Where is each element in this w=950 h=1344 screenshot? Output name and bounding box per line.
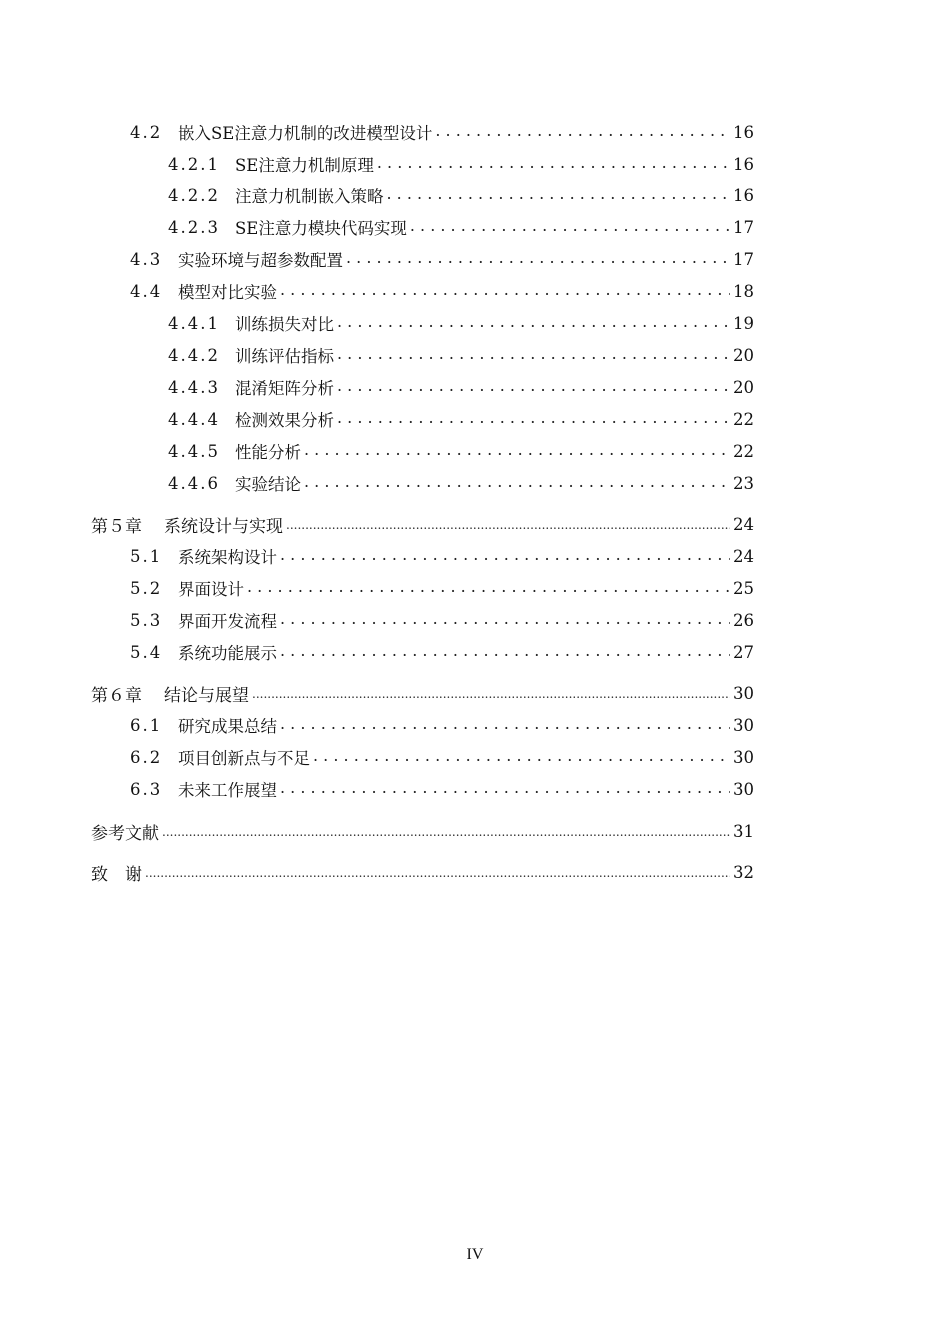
toc-entry-number: 4.4.5 — [168, 441, 220, 461]
toc-entry-page: 31 — [733, 821, 754, 841]
toc-entry-number: 4.4.3 — [168, 377, 220, 397]
toc-entry-page: 23 — [733, 473, 754, 493]
dot-leader — [280, 638, 730, 666]
toc-entry[interactable] — [168, 341, 754, 369]
toc-entry-number: 4.4.6 — [168, 473, 220, 493]
toc-entry-number: 4.3 — [130, 249, 163, 269]
dot-leader — [337, 405, 730, 433]
toc-entry-page: 17 — [733, 217, 754, 237]
toc-chapter-number: 第５章 — [91, 516, 142, 537]
toc-entry[interactable] — [168, 469, 754, 497]
toc-entry-page: 30 — [733, 779, 754, 799]
dot-leader — [387, 181, 731, 209]
dot-leader — [247, 574, 730, 602]
toc-entry-number: 4.2.1 — [168, 154, 220, 174]
toc-entry-number: 4.2.3 — [168, 217, 220, 237]
dot-leader — [145, 858, 730, 886]
toc-entry-page: 22 — [733, 409, 754, 429]
toc-entry-title: SE注意力机制原理 — [235, 156, 374, 175]
toc-chapter-title: 致 谢 — [91, 864, 142, 885]
dot-leader — [304, 437, 730, 465]
toc-entry-title: 实验结论 — [235, 475, 301, 494]
toc-entry-page: 20 — [733, 377, 754, 397]
toc-entry-title: 训练评估指标 — [235, 347, 334, 366]
toc-entry[interactable] — [130, 711, 754, 739]
dot-leader — [162, 817, 730, 845]
toc-entry-title: 系统功能展示 — [178, 644, 277, 663]
dot-leader — [435, 118, 730, 146]
toc-entry-number: 5.4 — [130, 642, 163, 662]
toc-entry-title: SE注意力模块代码实现 — [235, 219, 407, 238]
toc-entry-page: 19 — [733, 313, 754, 333]
dot-leader — [280, 775, 730, 803]
toc-acknowledgements-entry[interactable] — [91, 858, 754, 886]
toc-entry-page: 16 — [733, 122, 754, 142]
dot-leader — [280, 542, 730, 570]
toc-entry-title: 注意力机制嵌入策略 — [235, 187, 384, 206]
toc-entry-page: 16 — [733, 154, 754, 174]
toc-entry[interactable] — [168, 309, 754, 337]
toc-entry-number: 5.2 — [130, 578, 163, 598]
toc-chapter-entry[interactable] — [91, 679, 754, 707]
toc-entry[interactable] — [130, 118, 754, 146]
toc-entry-title: 混淆矩阵分析 — [235, 379, 334, 398]
dot-leader — [280, 277, 730, 305]
toc-entry-title: 实验环境与超参数配置 — [178, 251, 343, 270]
toc-entry-page: 27 — [733, 642, 754, 662]
toc-entry-page: 30 — [733, 715, 754, 735]
toc-chapter-title: 结论与展望 — [164, 685, 249, 706]
toc-entry-number: 6.2 — [130, 747, 163, 767]
toc-entry-number: 4.2.2 — [168, 185, 220, 205]
toc-entry-number: 6.3 — [130, 779, 163, 799]
toc-entry-title: 界面设计 — [178, 580, 244, 599]
toc-entry[interactable] — [130, 542, 754, 570]
toc-entry-title: 界面开发流程 — [178, 612, 277, 631]
toc-entry[interactable] — [168, 213, 754, 241]
toc-entry-number: 5.3 — [130, 610, 163, 630]
dot-leader — [410, 213, 730, 241]
dot-leader — [337, 309, 730, 337]
toc-entry[interactable] — [168, 437, 754, 465]
toc-entry[interactable] — [130, 638, 754, 666]
toc-entry[interactable] — [168, 405, 754, 433]
toc-entry-number: 6.1 — [130, 715, 163, 735]
toc-entry[interactable] — [168, 181, 754, 209]
toc-entry-page: 30 — [733, 683, 754, 703]
toc-entry-number: 4.4.2 — [168, 345, 220, 365]
toc-entry-title: 项目创新点与不足 — [178, 749, 310, 768]
toc-entry-number: 4.4.4 — [168, 409, 220, 429]
toc-entry-title: 检测效果分析 — [235, 411, 334, 430]
toc-entry-number: 4.4.1 — [168, 313, 220, 333]
toc-references-entry[interactable] — [91, 817, 754, 845]
toc-entry-title: 模型对比实验 — [178, 283, 277, 302]
toc-entry-page: 24 — [733, 514, 754, 534]
toc-entry-title: 研究成果总结 — [178, 717, 277, 736]
toc-entry-page: 30 — [733, 747, 754, 767]
toc-entry[interactable] — [168, 150, 754, 178]
dot-leader — [280, 711, 730, 739]
dot-leader — [286, 510, 730, 538]
toc-entry-page: 22 — [733, 441, 754, 461]
dot-leader — [346, 245, 730, 273]
toc-chapter-title: 参考文献 — [91, 823, 159, 844]
toc-entry-number: 5.1 — [130, 546, 163, 566]
toc-chapter-number: 第６章 — [91, 685, 142, 706]
toc-entry-page: 24 — [733, 546, 754, 566]
page-number: IV — [466, 1246, 484, 1263]
toc-entry-title: 系统架构设计 — [178, 548, 277, 567]
toc-entry-title: 性能分析 — [235, 443, 301, 462]
toc-entry[interactable] — [130, 277, 754, 305]
toc-entry-page: 26 — [733, 610, 754, 630]
toc-entry[interactable] — [130, 606, 754, 634]
dot-leader — [304, 469, 730, 497]
dot-leader — [377, 150, 730, 178]
toc-entry-title: 训练损失对比 — [235, 315, 334, 334]
toc-entry[interactable] — [130, 743, 754, 771]
dot-leader — [337, 341, 730, 369]
toc-entry-page: 25 — [733, 578, 754, 598]
toc-entry-page: 18 — [733, 281, 754, 301]
dot-leader — [280, 606, 730, 634]
toc-entry[interactable] — [130, 574, 754, 602]
toc-entry-page: 17 — [733, 249, 754, 269]
toc-entry[interactable] — [168, 373, 754, 401]
toc-chapter-entry[interactable] — [91, 510, 754, 538]
toc-entry-title: 未来工作展望 — [178, 781, 277, 800]
toc-entry-number: 4.4 — [130, 281, 163, 301]
toc-entry-page: 32 — [733, 862, 754, 882]
dot-leader — [313, 743, 730, 771]
toc-entry-page: 16 — [733, 185, 754, 205]
dot-leader — [252, 679, 730, 707]
toc-entry[interactable] — [130, 775, 754, 803]
toc-entry-number: 4.2 — [130, 122, 163, 142]
dot-leader — [337, 373, 730, 401]
toc-entry-page: 20 — [733, 345, 754, 365]
toc-entry-title: 嵌入SE注意力机制的改进模型设计 — [178, 124, 433, 143]
toc-chapter-title: 系统设计与实现 — [164, 516, 283, 537]
toc-entry[interactable] — [130, 245, 754, 273]
